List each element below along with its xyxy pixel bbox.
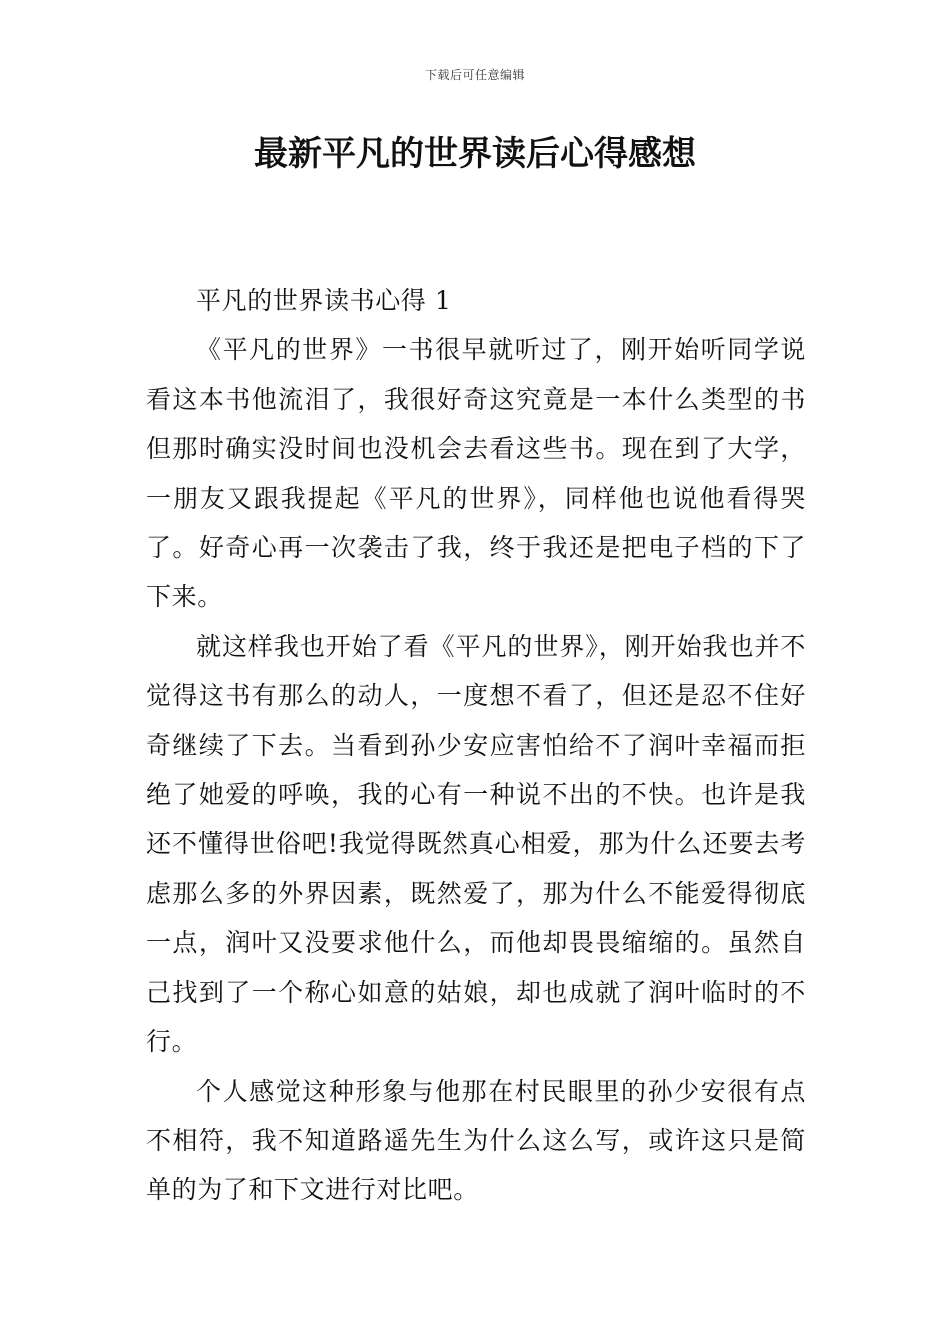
- header-note: 下载后可任意编辑: [424, 68, 525, 82]
- paragraph: 《平凡的世界》一书很早就听过了，刚开始听同学说看这本书他流泪了，我很好奇这究竟是一本什么类型的书但那时确实没时间也没机会去看这些书。现在到了大学，一朋友又跟我提起《平凡的世界》，同样他也说他看得哭了。好奇心再一次袭击了我，终于我还是把电子档的下了下来。: [146, 335, 806, 612]
- paragraph: 就这样我也开始了看《平凡的世界》，刚开始我也并不觉得这书有那么的动人，一度想不看了，但还是忍不住好奇继续了下去。当看到孙少安应害怕给不了润叶幸福而拒绝了她爱的呼唤，我的心有一种说不出的不快。也许是我还不懂得世俗吧!我觉得既然真心相爱，那为什么还要去考虑那么多的外界因素，既然爱了，那为什么不能爱得彻底一点，润叶又没要求他什么，而他却畏畏缩缩的。虽然自己找到了一个称心如意的姑娘，却也成就了润叶临时的不行。: [146, 631, 806, 1057]
- document-body: [146, 276, 806, 1215]
- section-heading: 平凡的世界读书心得 1: [196, 286, 452, 315]
- paragraph: 个人感觉这种形象与他那在村民眼里的孙少安很有点不相符，我不知道路遥先生为什么这么写，或许这只是简单的为了和下文进行对比吧。: [146, 1076, 806, 1205]
- document-title: 最新平凡的世界读后心得感想: [254, 134, 696, 174]
